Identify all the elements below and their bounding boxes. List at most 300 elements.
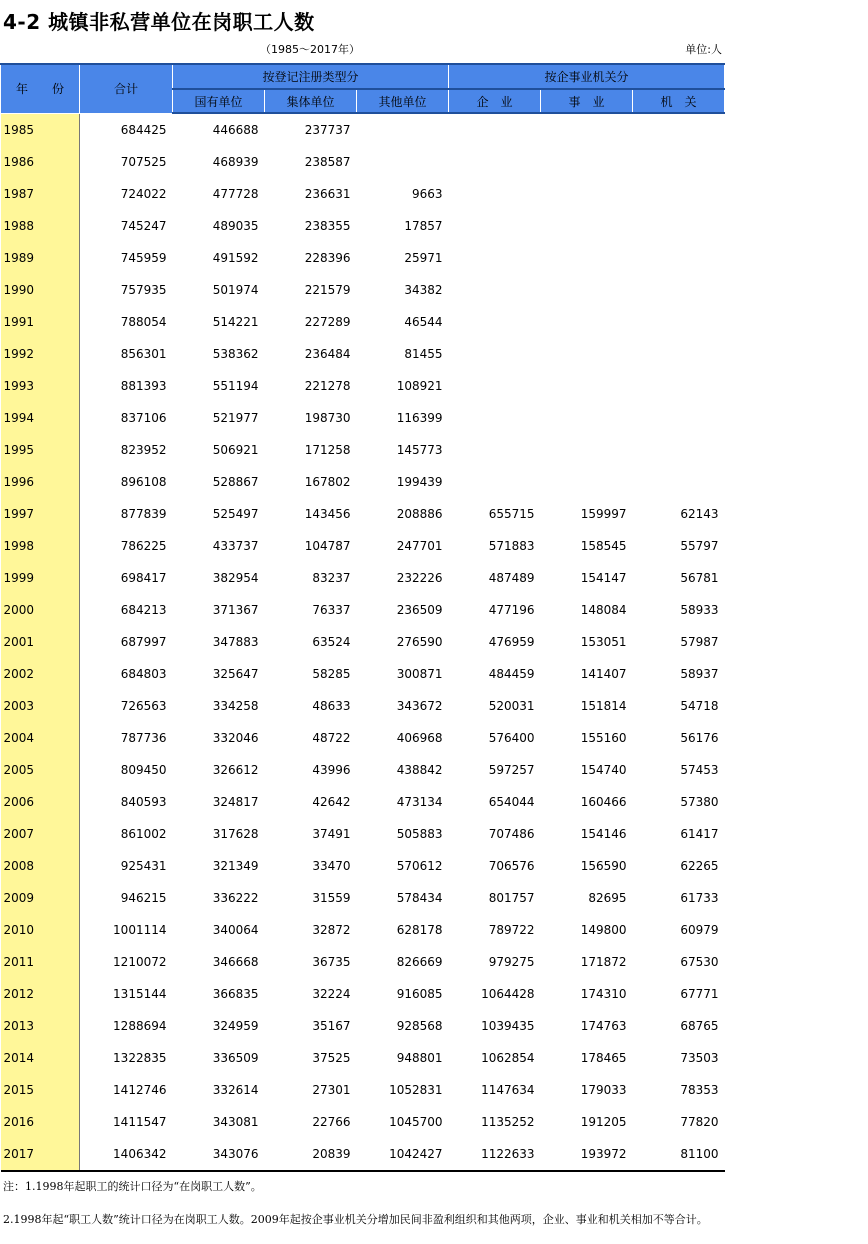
cell-other: 116399 <box>396 411 443 425</box>
header-state-owned: 国有单位 <box>173 89 265 113</box>
cell-collective: 171258 <box>304 443 351 457</box>
table-row <box>1 850 725 882</box>
cell-collective: 32872 <box>312 923 351 937</box>
cell-total: 1412746 <box>113 1083 167 1097</box>
cell-year: 2003 <box>1 690 80 722</box>
cell-collective: 42642 <box>312 795 351 809</box>
cell-total: 687997 <box>120 635 167 649</box>
cell-collective: 104787 <box>304 539 351 553</box>
cell-institution: 158545 <box>580 539 627 553</box>
cell-institution <box>541 338 633 370</box>
cell-enterprise: 707486 <box>488 827 535 841</box>
cell-collective: 228396 <box>304 251 351 265</box>
cell-year: 1995 <box>1 434 80 466</box>
cell-total: 724022 <box>120 187 167 201</box>
cell-enterprise: 801757 <box>488 891 535 905</box>
table-row <box>1 690 725 722</box>
year-range: （1985～2017年） <box>260 43 360 56</box>
cell-state-owned: 551194 <box>212 379 259 393</box>
cell-enterprise <box>449 146 541 178</box>
table-row <box>1 370 725 402</box>
cell-institution: 82695 <box>588 891 627 905</box>
header-government: 机 关 <box>633 89 725 113</box>
cell-collective: 83237 <box>312 571 351 585</box>
cell-enterprise <box>449 242 541 274</box>
table-row <box>1 242 725 274</box>
cell-other: 343672 <box>396 699 443 713</box>
table-row <box>1 210 725 242</box>
cell-other: 928568 <box>396 1019 443 1033</box>
cell-total: 726563 <box>120 699 167 713</box>
cell-other: 247701 <box>396 539 443 553</box>
cell-total: 925431 <box>120 859 167 873</box>
table-row <box>1 946 725 978</box>
cell-state-owned: 468939 <box>212 155 259 169</box>
cell-collective: 143456 <box>304 507 351 521</box>
table-row <box>1 594 725 626</box>
cell-enterprise: 476959 <box>488 635 535 649</box>
table-row <box>1 722 725 754</box>
cell-government: 81100 <box>633 1138 725 1171</box>
page-title: 4-2 城镇非私营单位在岗职工人数 <box>3 10 315 34</box>
cell-government: 67530 <box>680 955 719 969</box>
cell-institution: 193972 <box>541 1138 633 1171</box>
cell-other: 208886 <box>396 507 443 521</box>
cell-institution <box>541 113 633 146</box>
cell-institution: 154147 <box>580 571 627 585</box>
cell-enterprise: 1064428 <box>481 987 535 1001</box>
cell-government <box>633 113 725 146</box>
cell-other: 199439 <box>396 475 443 489</box>
cell-state-owned: 334258 <box>212 699 259 713</box>
cell-government: 60979 <box>680 923 719 937</box>
cell-total: 881393 <box>120 379 167 393</box>
cell-total: 896108 <box>120 475 167 489</box>
cell-other: 948801 <box>396 1051 443 1065</box>
cell-other: 570612 <box>396 859 443 873</box>
cell-total: 1001114 <box>113 923 167 937</box>
cell-year: 1999 <box>1 562 80 594</box>
cell-enterprise: 477196 <box>488 603 535 617</box>
cell-enterprise <box>449 178 541 210</box>
cell-year: 1998 <box>1 530 80 562</box>
cell-enterprise: 654044 <box>488 795 535 809</box>
cell-enterprise <box>449 434 541 466</box>
cell-total: 861002 <box>120 827 167 841</box>
cell-enterprise: 484459 <box>488 667 535 681</box>
cell-enterprise <box>449 402 541 434</box>
cell-collective: 48722 <box>312 731 351 745</box>
cell-total: 757935 <box>120 283 167 297</box>
cell-state-owned: 336222 <box>212 891 259 905</box>
cell-state-owned: 324817 <box>212 795 259 809</box>
cell-state-owned: 366835 <box>212 987 259 1001</box>
cell-total: 684803 <box>120 667 167 681</box>
cell-enterprise <box>449 370 541 402</box>
cell-year: 1986 <box>1 146 80 178</box>
cell-collective: 22766 <box>312 1115 351 1129</box>
cell-government: 58933 <box>680 603 719 617</box>
cell-collective: 236484 <box>304 347 351 361</box>
table-body <box>1 113 725 1171</box>
cell-total: 840593 <box>120 795 167 809</box>
cell-state-owned: 491592 <box>212 251 259 265</box>
cell-state-owned: 325647 <box>212 667 259 681</box>
cell-year: 2010 <box>1 914 80 946</box>
table-row <box>1 1042 725 1074</box>
cell-institution: 149800 <box>580 923 627 937</box>
cell-state-owned: 514221 <box>212 315 259 329</box>
cell-institution: 156590 <box>580 859 627 873</box>
cell-government <box>633 274 725 306</box>
cell-year: 1989 <box>1 242 80 274</box>
cell-other: 916085 <box>396 987 443 1001</box>
cell-total: 1322835 <box>113 1051 167 1065</box>
cell-government <box>633 146 725 178</box>
cell-government <box>633 434 725 466</box>
cell-total: 877839 <box>120 507 167 521</box>
cell-state-owned: 506921 <box>212 443 259 457</box>
cell-other: 236509 <box>396 603 443 617</box>
table-row <box>1 434 725 466</box>
footnotes <box>3 1178 708 1244</box>
cell-total: 1288694 <box>113 1019 167 1033</box>
header-enterprise: 企 业 <box>449 89 541 113</box>
cell-institution: 151814 <box>580 699 627 713</box>
cell-state-owned: 433737 <box>212 539 259 553</box>
table-row <box>1 113 725 146</box>
cell-enterprise <box>449 274 541 306</box>
cell-year: 1991 <box>1 306 80 338</box>
header-institution: 事 业 <box>541 89 633 113</box>
cell-government: 57453 <box>680 763 719 777</box>
cell-state-owned: 336509 <box>212 1051 259 1065</box>
cell-other: 578434 <box>396 891 443 905</box>
table-row <box>1 338 725 370</box>
cell-other: 473134 <box>396 795 443 809</box>
cell-collective: 20839 <box>265 1138 357 1171</box>
cell-institution <box>541 306 633 338</box>
cell-institution: 141407 <box>580 667 627 681</box>
cell-year: 2016 <box>1 1106 80 1138</box>
cell-institution <box>541 210 633 242</box>
cell-collective: 32224 <box>312 987 351 1001</box>
cell-institution: 191205 <box>580 1115 627 1129</box>
header-other: 其他单位 <box>357 89 449 113</box>
cell-enterprise <box>449 338 541 370</box>
cell-year: 1994 <box>1 402 80 434</box>
cell-government <box>633 370 725 402</box>
table-row <box>1 818 725 850</box>
cell-enterprise <box>449 210 541 242</box>
cell-government: 77820 <box>680 1115 719 1129</box>
cell-collective: 37491 <box>312 827 351 841</box>
cell-other: 276590 <box>396 635 443 649</box>
cell-government: 62265 <box>680 859 719 873</box>
cell-total: 809450 <box>120 763 167 777</box>
cell-other: 232226 <box>396 571 443 585</box>
cell-year: 2017 <box>1 1138 80 1171</box>
cell-enterprise: 655715 <box>488 507 535 521</box>
cell-government: 78353 <box>680 1083 719 1097</box>
cell-total: 788054 <box>120 315 167 329</box>
cell-total: 823952 <box>120 443 167 457</box>
cell-year: 2015 <box>1 1074 80 1106</box>
cell-other: 25971 <box>404 251 443 265</box>
cell-state-owned: 371367 <box>212 603 259 617</box>
cell-institution: 174310 <box>580 987 627 1001</box>
cell-other: 108921 <box>396 379 443 393</box>
cell-government <box>633 466 725 498</box>
cell-other: 1045700 <box>389 1115 443 1129</box>
cell-government: 58937 <box>680 667 719 681</box>
table-row <box>1 466 725 498</box>
cell-institution: 154740 <box>580 763 627 777</box>
cell-state-owned: 321349 <box>212 859 259 873</box>
cell-total: 698417 <box>120 571 167 585</box>
cell-year: 1997 <box>1 498 80 530</box>
cell-year: 2007 <box>1 818 80 850</box>
cell-state-owned: 324959 <box>212 1019 259 1033</box>
cell-year: 2013 <box>1 1010 80 1042</box>
footnote-2: 2.1998年起“职工人数”统计口径为在岗职工人数。2009年起按企事业机关分增加民间非盈利组织和其他两项，企业、事业和机关相加不等合计。 <box>3 1213 708 1226</box>
cell-enterprise: 1135252 <box>481 1115 535 1129</box>
cell-enterprise: 706576 <box>488 859 535 873</box>
cell-year: 2000 <box>1 594 80 626</box>
cell-enterprise: 487489 <box>488 571 535 585</box>
header-year: 年 份 <box>1 64 80 113</box>
cell-other: 34382 <box>404 283 443 297</box>
cell-institution: 174763 <box>580 1019 627 1033</box>
cell-state-owned: 332046 <box>212 731 259 745</box>
table-row <box>1 914 725 946</box>
cell-collective: 236631 <box>304 187 351 201</box>
cell-institution <box>541 434 633 466</box>
cell-government <box>633 306 725 338</box>
cell-other: 406968 <box>396 731 443 745</box>
table-row <box>1 274 725 306</box>
cell-total: 745959 <box>120 251 167 265</box>
cell-state-owned: 343076 <box>173 1138 265 1171</box>
table-row <box>1 146 725 178</box>
cell-other: 81455 <box>404 347 443 361</box>
cell-year: 1987 <box>1 178 80 210</box>
cell-other: 1052831 <box>389 1083 443 1097</box>
cell-total: 707525 <box>120 155 167 169</box>
unit-label: 单位:人 <box>685 43 722 56</box>
table-row <box>1 786 725 818</box>
cell-enterprise: 576400 <box>488 731 535 745</box>
cell-total: 1210072 <box>113 955 167 969</box>
cell-government: 61733 <box>680 891 719 905</box>
cell-institution <box>541 370 633 402</box>
table-row <box>1 402 725 434</box>
footnote-1: 注：1.1998年起职工的统计口径为“在岗职工人数”。 <box>3 1180 262 1193</box>
cell-collective: 35167 <box>312 1019 351 1033</box>
cell-total: 837106 <box>120 411 167 425</box>
cell-institution <box>541 242 633 274</box>
cell-government <box>633 242 725 274</box>
cell-year: 1988 <box>1 210 80 242</box>
cell-government: 73503 <box>680 1051 719 1065</box>
cell-institution: 178465 <box>580 1051 627 1065</box>
cell-state-owned: 521977 <box>212 411 259 425</box>
cell-government <box>633 402 725 434</box>
cell-collective: 227289 <box>304 315 351 329</box>
cell-year: 2009 <box>1 882 80 914</box>
cell-collective: 37525 <box>312 1051 351 1065</box>
cell-other: 145773 <box>396 443 443 457</box>
cell-total: 1411547 <box>113 1115 167 1129</box>
cell-institution: 153051 <box>580 635 627 649</box>
cell-collective: 63524 <box>312 635 351 649</box>
cell-total: 787736 <box>120 731 167 745</box>
cell-other: 505883 <box>396 827 443 841</box>
cell-year: 2011 <box>1 946 80 978</box>
cell-other: 46544 <box>404 315 443 329</box>
cell-collective: 36735 <box>312 955 351 969</box>
cell-state-owned: 382954 <box>212 571 259 585</box>
cell-institution: 148084 <box>580 603 627 617</box>
cell-government <box>633 178 725 210</box>
table-row <box>1 1010 725 1042</box>
table-row <box>1 306 725 338</box>
cell-other: 300871 <box>396 667 443 681</box>
cell-collective: 48633 <box>312 699 351 713</box>
cell-institution: 171872 <box>580 955 627 969</box>
cell-enterprise: 597257 <box>488 763 535 777</box>
cell-year: 1990 <box>1 274 80 306</box>
cell-government: 68765 <box>680 1019 719 1033</box>
cell-state-owned: 525497 <box>212 507 259 521</box>
cell-state-owned: 317628 <box>212 827 259 841</box>
cell-collective: 76337 <box>312 603 351 617</box>
cell-government: 56176 <box>680 731 719 745</box>
cell-collective: 238355 <box>304 219 351 233</box>
cell-state-owned: 501974 <box>212 283 259 297</box>
cell-collective: 43996 <box>312 763 351 777</box>
cell-enterprise: 520031 <box>488 699 535 713</box>
cell-total: 684425 <box>120 122 167 137</box>
cell-collective: 198730 <box>304 411 351 425</box>
cell-other: 17857 <box>404 219 443 233</box>
header-by-registration: 按登记注册类型分 <box>173 64 449 89</box>
table-row <box>1 658 725 690</box>
cell-total: 745247 <box>120 219 167 233</box>
cell-year: 1985 <box>1 113 80 146</box>
cell-government: 55797 <box>680 539 719 553</box>
cell-collective: 33470 <box>312 859 351 873</box>
cell-government: 61417 <box>680 827 719 841</box>
cell-state-owned: 528867 <box>212 475 259 489</box>
cell-total: 684213 <box>120 603 167 617</box>
cell-collective: 27301 <box>312 1083 351 1097</box>
cell-institution: 159997 <box>580 507 627 521</box>
table-row <box>1 882 725 914</box>
cell-year: 2008 <box>1 850 80 882</box>
cell-government: 54718 <box>680 699 719 713</box>
cell-state-owned: 346668 <box>212 955 259 969</box>
cell-total: 856301 <box>120 347 167 361</box>
cell-government <box>633 338 725 370</box>
cell-enterprise <box>449 466 541 498</box>
cell-enterprise: 1122633 <box>449 1138 541 1171</box>
cell-year: 2005 <box>1 754 80 786</box>
table-row <box>1 626 725 658</box>
cell-state-owned: 477728 <box>212 187 259 201</box>
cell-institution <box>541 146 633 178</box>
cell-state-owned: 340064 <box>212 923 259 937</box>
cell-year: 2012 <box>1 978 80 1010</box>
cell-collective: 237737 <box>304 123 351 137</box>
cell-year: 1992 <box>1 338 80 370</box>
cell-collective: 221278 <box>304 379 351 393</box>
cell-year: 2002 <box>1 658 80 690</box>
cell-enterprise: 979275 <box>488 955 535 969</box>
cell-institution: 155160 <box>580 731 627 745</box>
cell-government: 57380 <box>680 795 719 809</box>
table-row <box>1 530 725 562</box>
cell-other <box>357 146 449 178</box>
table-row <box>1 498 725 530</box>
cell-institution: 160466 <box>580 795 627 809</box>
cell-other: 438842 <box>396 763 443 777</box>
employment-table <box>0 63 725 1172</box>
cell-state-owned: 538362 <box>212 347 259 361</box>
cell-year: 2004 <box>1 722 80 754</box>
cell-year: 2001 <box>1 626 80 658</box>
cell-government: 67771 <box>680 987 719 1001</box>
cell-collective: 221579 <box>304 283 351 297</box>
cell-total: 786225 <box>120 539 167 553</box>
cell-government <box>633 210 725 242</box>
table-row <box>1 1138 725 1171</box>
cell-enterprise: 571883 <box>488 539 535 553</box>
cell-government: 62143 <box>680 507 719 521</box>
cell-enterprise: 789722 <box>488 923 535 937</box>
table-row <box>1 562 725 594</box>
cell-institution <box>541 178 633 210</box>
header-collective: 集体单位 <box>265 89 357 113</box>
cell-other: 628178 <box>396 923 443 937</box>
cell-total: 1315144 <box>113 987 167 1001</box>
table-row <box>1 754 725 786</box>
cell-state-owned: 489035 <box>212 219 259 233</box>
cell-enterprise <box>449 113 541 146</box>
cell-enterprise: 1039435 <box>481 1019 535 1033</box>
cell-enterprise: 1062854 <box>481 1051 535 1065</box>
table-row <box>1 1106 725 1138</box>
cell-total: 1406342 <box>80 1138 173 1171</box>
cell-year: 2014 <box>1 1042 80 1074</box>
cell-state-owned: 343081 <box>212 1115 259 1129</box>
cell-state-owned: 446688 <box>212 123 259 137</box>
table-row <box>1 1074 725 1106</box>
cell-other <box>357 113 449 146</box>
cell-collective: 58285 <box>312 667 351 681</box>
cell-institution: 179033 <box>580 1083 627 1097</box>
table-row <box>1 178 725 210</box>
cell-enterprise <box>449 306 541 338</box>
cell-government: 56781 <box>680 571 719 585</box>
cell-other: 826669 <box>396 955 443 969</box>
cell-institution: 154146 <box>580 827 627 841</box>
cell-total: 946215 <box>120 891 167 905</box>
cell-state-owned: 347883 <box>212 635 259 649</box>
cell-institution <box>541 402 633 434</box>
cell-enterprise: 1147634 <box>481 1083 535 1097</box>
cell-year: 2006 <box>1 786 80 818</box>
